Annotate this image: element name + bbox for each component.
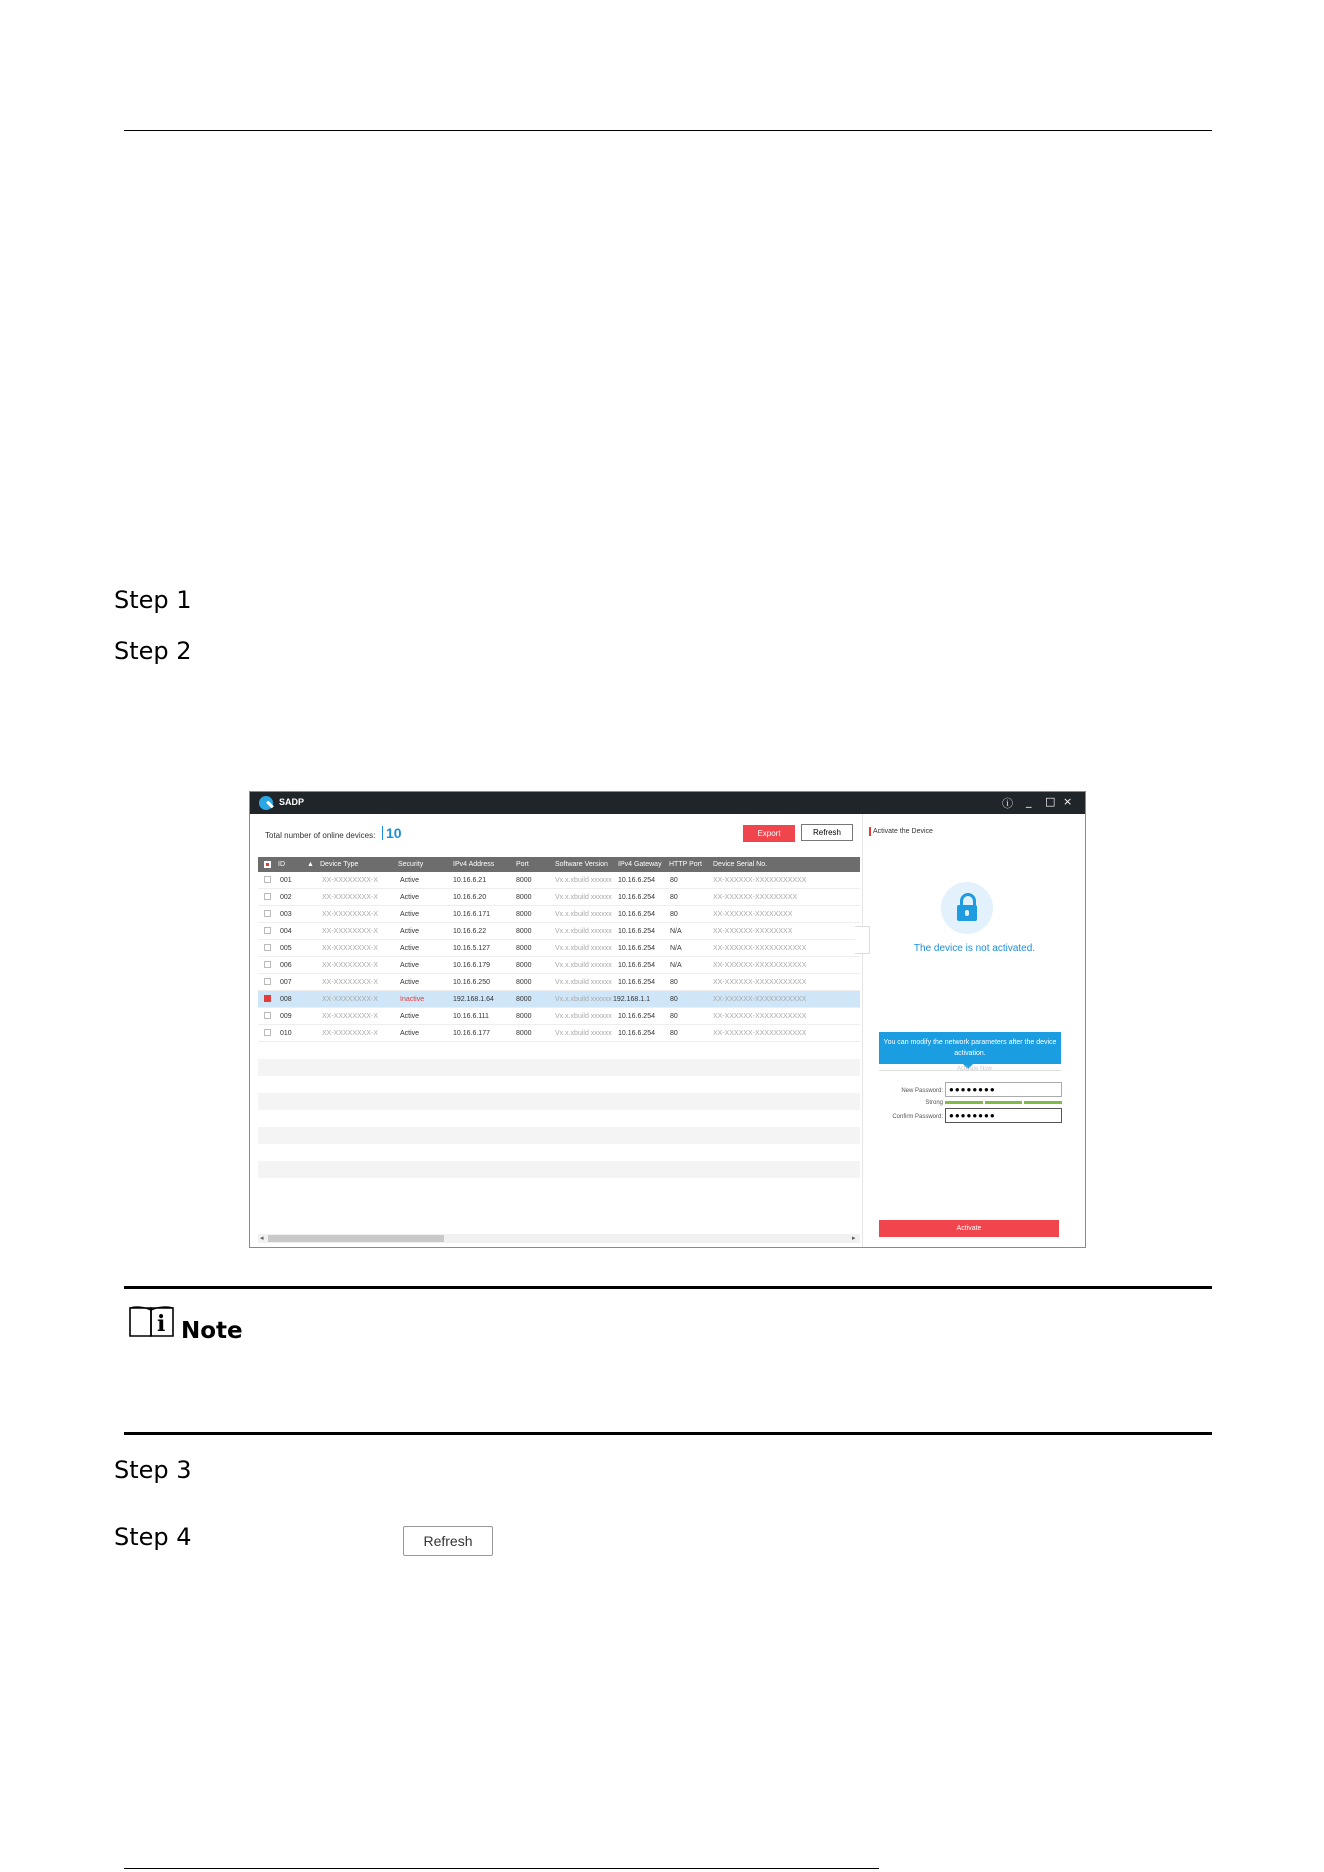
activation-tip: You can modify the network parameters after the device activation. — [879, 1032, 1061, 1064]
cell-security: Active — [400, 962, 420, 969]
new-password-label: New Password: — [901, 1088, 943, 1094]
column-header-http-port[interactable]: HTTP Port — [669, 861, 702, 868]
cell-http-port: N/A — [670, 945, 682, 952]
cell-ipv4-address: 10.16.6.177 — [453, 1030, 490, 1037]
cell-id: 004 — [280, 928, 292, 935]
row-checkbox[interactable] — [264, 893, 271, 900]
cell-ipv4-address: 10.16.6.250 — [453, 979, 490, 986]
cell-port: 8000 — [516, 962, 532, 969]
total-devices-label: Total number of online devices: — [265, 831, 376, 840]
cell-http-port: 80 — [670, 1030, 678, 1037]
cell-security: Active — [400, 928, 420, 935]
title-bar — [250, 792, 1085, 814]
step-1-label: Step 1 — [114, 586, 192, 614]
count-separator — [382, 826, 383, 840]
cell-security: Active — [400, 1013, 420, 1020]
cell-id: 010 — [280, 1030, 292, 1037]
cell-serial-no: XX-XXXXXX-XXXXXXXXXXX — [713, 945, 807, 952]
scrollbar-thumb[interactable] — [268, 1235, 444, 1242]
table-row[interactable] — [258, 906, 860, 923]
cell-ipv4-address: 192.168.1.64 — [453, 996, 494, 1003]
select-all-checkbox[interactable] — [264, 861, 271, 868]
cell-software-version: Vx.x.xbuild xxxxxx — [555, 894, 612, 901]
cell-software-version: Vx.x.xbuild xxxxxx — [555, 911, 612, 918]
cell-port: 8000 — [516, 1013, 532, 1020]
horizontal-scrollbar[interactable] — [258, 1234, 860, 1243]
cell-ipv4-address: 10.16.6.20 — [453, 894, 487, 901]
cell-port: 8000 — [516, 877, 532, 884]
cell-software-version: Vx.x.xbuild xxxxxx — [555, 1030, 612, 1037]
cell-security: Active — [400, 979, 420, 986]
close-icon[interactable]: × — [1063, 795, 1073, 808]
cell-http-port: 80 — [670, 1013, 678, 1020]
total-devices-count: 10 — [386, 825, 402, 841]
cell-http-port: N/A — [670, 928, 682, 935]
panel-title-marker — [869, 827, 871, 836]
cell-ipv4-address: 10.16.6.21 — [453, 877, 487, 884]
table-row[interactable] — [258, 1008, 860, 1025]
cell-ipv4-address: 10.16.5.127 — [453, 945, 490, 952]
table-row[interactable] — [258, 889, 860, 906]
table-header — [258, 857, 860, 872]
cell-ipv4-gateway: 10.16.6.254 — [618, 1030, 655, 1037]
cell-security: Active — [400, 877, 420, 884]
cell-security: Active — [400, 945, 420, 952]
cell-id: 005 — [280, 945, 292, 952]
cell-software-version: Vx.x.xbuild xxxxxx — [555, 945, 612, 952]
empty-row — [258, 1144, 860, 1161]
note-bottom-rule — [124, 1432, 1212, 1435]
row-checkbox[interactable] — [264, 1029, 271, 1036]
table-row[interactable] — [258, 957, 860, 974]
cell-serial-no: XX-XXXXXX-XXXXXXXXXXX — [713, 1030, 807, 1037]
lock-icon — [941, 882, 993, 934]
cell-device-type: XX-XXXXXXXX-X — [322, 877, 379, 884]
cell-http-port: 80 — [670, 911, 678, 918]
row-checkbox[interactable] — [264, 910, 271, 917]
step-3-label: Step 3 — [114, 1456, 192, 1484]
cell-http-port: 80 — [670, 877, 678, 884]
cell-device-type: XX-XXXXXXXX-X — [322, 911, 379, 918]
cell-ipv4-address: 10.16.6.171 — [453, 911, 490, 918]
device-table-body — [258, 872, 860, 1178]
cell-serial-no: XX-XXXXXX-XXXXXXXXXXX — [713, 962, 807, 969]
cell-port: 8000 — [516, 996, 532, 1003]
empty-row — [258, 1127, 860, 1144]
cell-http-port: N/A — [670, 962, 682, 969]
activate-now-label: Activate Now — [956, 1066, 992, 1072]
step-4-label: Step 4 — [114, 1523, 192, 1551]
panel-title: Activate the Device — [873, 828, 933, 835]
cell-port: 8000 — [516, 894, 532, 901]
minimize-icon[interactable]: _ — [1026, 795, 1032, 808]
cell-serial-no: XX-XXXXXX-XXXXXXXXX — [713, 894, 798, 901]
column-header-ipv4-address[interactable]: IPv4 Address — [453, 861, 495, 868]
maximize-icon[interactable]: □ — [1045, 795, 1056, 808]
cell-port: 8000 — [516, 979, 532, 986]
row-checkbox[interactable] — [264, 927, 271, 934]
cell-device-type: XX-XXXXXXXX-X — [322, 979, 379, 986]
cell-ipv4-address: 10.16.6.111 — [453, 1013, 489, 1020]
cell-serial-no: XX-XXXXXX-XXXXXXXX — [713, 928, 793, 935]
empty-row — [258, 1110, 860, 1127]
cell-device-type: XX-XXXXXXXX-X — [322, 1030, 379, 1037]
cell-ipv4-gateway: 10.16.6.254 — [618, 928, 655, 935]
cell-device-type: XX-XXXXXXXX-X — [322, 962, 379, 969]
cell-id: 003 — [280, 911, 292, 918]
cell-ipv4-address: 10.16.6.22 — [453, 928, 487, 935]
cell-security: Inactive — [400, 996, 425, 1003]
cell-device-type: XX-XXXXXXXX-X — [322, 928, 379, 935]
cell-id: 007 — [280, 979, 292, 986]
step-2-label: Step 2 — [114, 637, 192, 665]
table-row[interactable] — [258, 872, 860, 889]
cell-software-version: Vx.x.xbuild xxxxxx — [555, 928, 612, 935]
confirm-password-label: Confirm Password: — [892, 1114, 943, 1120]
cell-device-type: XX-XXXXXXXX-X — [322, 996, 379, 1003]
app-title: SADP — [279, 797, 305, 807]
note-book-icon — [127, 1304, 177, 1340]
cell-id: 009 — [280, 1013, 292, 1020]
cell-software-version: Vx.x.xbuild xxxxxx — [555, 979, 612, 986]
table-row[interactable] — [258, 940, 860, 957]
cell-port: 8000 — [516, 928, 532, 935]
empty-row — [258, 1161, 860, 1178]
scroll-right-icon[interactable]: ▸ — [852, 1235, 856, 1242]
cell-security: Active — [400, 894, 420, 901]
cell-serial-no: XX-XXXXXX-XXXXXXXXXXX — [713, 979, 807, 986]
activate-device-panel — [862, 814, 1086, 1247]
cell-security: Active — [400, 911, 420, 918]
cell-ipv4-gateway: 10.16.6.254 — [618, 894, 655, 901]
sort-icon[interactable]: ▲ — [307, 861, 314, 868]
new-password-field[interactable]: ●●●●●●●● — [945, 1082, 1062, 1097]
cell-device-type: XX-XXXXXXXX-X — [322, 945, 379, 952]
cell-http-port: 80 — [670, 996, 678, 1003]
cell-id: 006 — [280, 962, 292, 969]
column-header-device-type[interactable]: Device Type — [320, 861, 359, 868]
scroll-left-icon[interactable]: ◂ — [260, 1235, 264, 1242]
cell-id: 001 — [280, 877, 292, 884]
cell-software-version: Vx.x.xbuild xxxxxx — [555, 996, 612, 1003]
device-list-pane — [258, 814, 860, 1247]
activate-button[interactable]: Activate — [879, 1220, 1059, 1237]
empty-row — [258, 1042, 860, 1059]
row-checkbox[interactable] — [264, 978, 271, 985]
cell-device-type: XX-XXXXXXXX-X — [322, 894, 379, 901]
svg-text:i: i — [157, 1311, 166, 1337]
cell-ipv4-gateway: 10.16.6.254 — [618, 911, 655, 918]
cell-port: 8000 — [516, 1030, 532, 1037]
cell-ipv4-gateway: 10.16.6.254 — [618, 877, 655, 884]
cell-device-type: XX-XXXXXXXX-X — [322, 1013, 379, 1020]
export-button[interactable]: Export — [743, 825, 795, 842]
cell-port: 8000 — [516, 911, 532, 918]
cell-ipv4-gateway: 10.16.6.254 — [618, 979, 655, 986]
sadp-logo-icon — [259, 796, 273, 810]
refresh-button[interactable]: Refresh — [801, 824, 853, 841]
table-row-selected[interactable] — [258, 991, 860, 1008]
info-icon[interactable]: ⓘ — [1002, 797, 1013, 810]
cell-serial-no: XX-XXXXXX-XXXXXXXXXXX — [713, 877, 807, 884]
cell-ipv4-gateway: 10.16.6.254 — [618, 1013, 655, 1020]
cell-id: 002 — [280, 894, 292, 901]
header-rule — [124, 130, 1212, 131]
row-checkbox[interactable] — [264, 944, 271, 951]
row-checkbox[interactable] — [264, 876, 271, 883]
column-header-id[interactable]: ID — [278, 861, 285, 868]
column-header-software-version[interactable]: Software Version — [555, 861, 608, 868]
cell-http-port: 80 — [670, 894, 678, 901]
password-strength-label: Strong — [925, 1100, 943, 1106]
cell-software-version: Vx.x.xbuild xxxxxx — [555, 1013, 612, 1020]
column-header-serial-no[interactable]: Device Serial No. — [713, 861, 768, 868]
cell-port: 8000 — [516, 945, 532, 952]
column-header-security[interactable]: Security — [398, 861, 424, 868]
cell-security: Active — [400, 1030, 420, 1037]
activation-status-text: The device is not activated. — [913, 943, 1036, 954]
cell-software-version: Vx.x.xbuild xxxxxx — [555, 877, 612, 884]
cell-software-version: Vx.x.xbuild xxxxxx — [555, 962, 612, 969]
cell-serial-no: XX-XXXXXX-XXXXXXXXXXX — [713, 996, 807, 1003]
inline-refresh-button[interactable]: Refresh — [403, 1526, 493, 1556]
sadp-window — [249, 791, 1086, 1248]
cell-http-port: 80 — [670, 979, 678, 986]
empty-row — [258, 1076, 860, 1093]
table-row[interactable] — [258, 974, 860, 991]
note-top-rule — [124, 1286, 1212, 1289]
row-checkbox[interactable] — [264, 1012, 271, 1019]
column-header-port[interactable]: Port — [516, 861, 529, 868]
empty-row — [258, 1059, 860, 1076]
cell-ipv4-gateway: 192.168.1.1 — [613, 996, 650, 1003]
confirm-password-field[interactable]: ●●●●●●●● — [945, 1108, 1062, 1123]
empty-row — [258, 1093, 860, 1110]
row-checkbox-checked[interactable] — [264, 995, 271, 1002]
note-label: Note — [181, 1318, 243, 1344]
cell-id: 008 — [280, 996, 292, 1003]
cell-ipv4-gateway: 10.16.6.254 — [618, 945, 655, 952]
cell-serial-no: XX-XXXXXX-XXXXXXXX — [713, 911, 793, 918]
password-strength-bar — [945, 1101, 1062, 1104]
column-header-ipv4-gateway[interactable]: IPv4 Gateway — [618, 861, 662, 868]
table-row[interactable] — [258, 1025, 860, 1042]
footer-rule — [124, 1868, 879, 1869]
cell-ipv4-gateway: 10.16.6.254 — [618, 962, 655, 969]
cell-ipv4-address: 10.16.6.179 — [453, 962, 490, 969]
cell-serial-no: XX-XXXXXX-XXXXXXXXXXX — [713, 1013, 807, 1020]
row-checkbox[interactable] — [264, 961, 271, 968]
table-row[interactable] — [258, 923, 860, 940]
